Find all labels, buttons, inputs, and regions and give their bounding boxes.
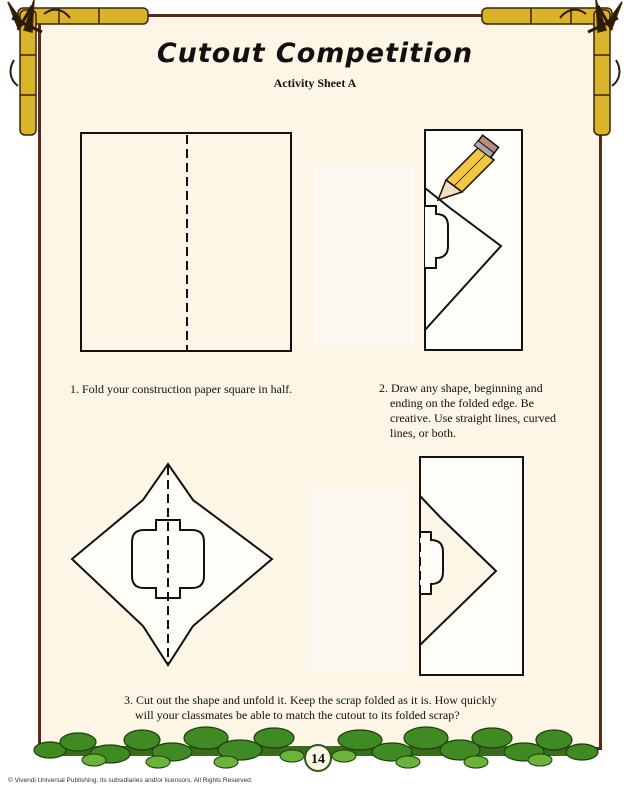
step-2-line: ending on the folded edge. Be <box>390 396 534 410</box>
copyright-notice: © Vivendi Universal Publishing, its subsidiaries and/or licensors. All Rights Reserved. <box>8 777 253 784</box>
page-subtitle: Activity Sheet A <box>273 76 357 90</box>
page-title: Cutout Competition <box>156 38 474 69</box>
step-2-text <box>379 381 556 441</box>
step-2-line: creative. Use straight lines, curved <box>390 411 556 425</box>
page-number: 14 <box>304 744 332 772</box>
step-2-line: 2. Draw any shape, beginning and <box>379 381 543 395</box>
step-3-line: 3. Cut out the shape and unfold it. Keep the scrap folded as it is. How quickly <box>124 693 497 707</box>
step-2-line: lines, or both. <box>390 426 456 440</box>
step-1-text: 1. Fold your construction paper square in half. <box>70 382 293 396</box>
step-3-line: will your classmates be able to match the cutout to its folded scrap? <box>135 708 460 722</box>
